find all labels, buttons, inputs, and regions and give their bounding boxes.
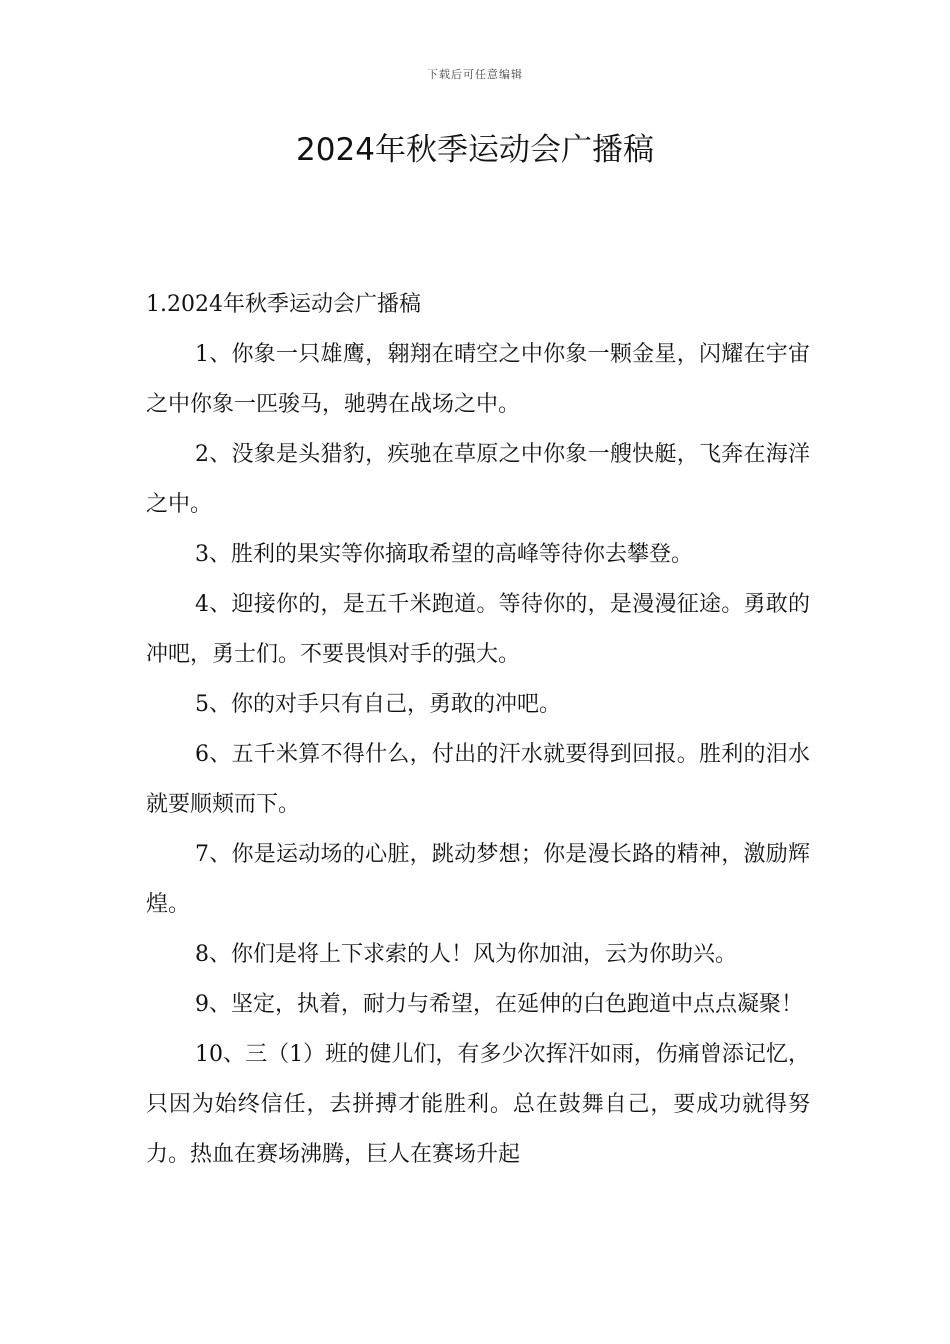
- document-title: 2024年秋季运动会广播稿: [296, 132, 654, 168]
- paragraph-6: 6、五千米算不得什么，付出的汗水就要得到回报。胜利的泪水就要顺颊而下。: [146, 742, 810, 817]
- paragraph-4: 4、迎接你的，是五千米跑道。等待你的，是漫漫征途。勇敢的冲吧，勇士们。不要畏惧对手的强大。: [146, 592, 810, 667]
- paragraph-1: 1、你象一只雄鹰，翱翔在晴空之中你象一颗金星，闪耀在宇宙之中你象一匹骏马，驰骋在战场之中。: [146, 342, 810, 417]
- paragraph-7: 7、你是运动场的心脏，跳动梦想；你是漫长路的精神，激励辉煌。: [146, 842, 810, 917]
- paragraph-8: 8、你们是将上下求索的人！风为你加油，云为你助兴。: [195, 942, 737, 967]
- paragraph-3: 3、胜利的果实等你摘取希望的高峰等待你去攀登。: [195, 542, 693, 567]
- section-heading: 1.2024年秋季运动会广播稿: [146, 292, 421, 317]
- document-body: [146, 280, 810, 1180]
- paragraph-9: 9、坚定，执着，耐力与希望，在延伸的白色跑道中点点凝聚！: [195, 992, 803, 1017]
- paragraph-2: 2、没象是头猎豹，疾驰在草原之中你象一艘快艇，飞奔在海洋之中。: [146, 442, 810, 517]
- paragraph-10: 10、三（1）班的健儿们，有多少次挥汗如雨，伤痛曾添记忆，只因为始终信任，去拼搏才能胜利。总在鼓舞自己，要成功就得努力。热血在赛场沸腾，巨人在赛场升起: [146, 1042, 810, 1167]
- header-note: 下载后可任意编辑: [427, 68, 523, 81]
- paragraph-5: 5、你的对手只有自己，勇敢的冲吧。: [195, 692, 561, 717]
